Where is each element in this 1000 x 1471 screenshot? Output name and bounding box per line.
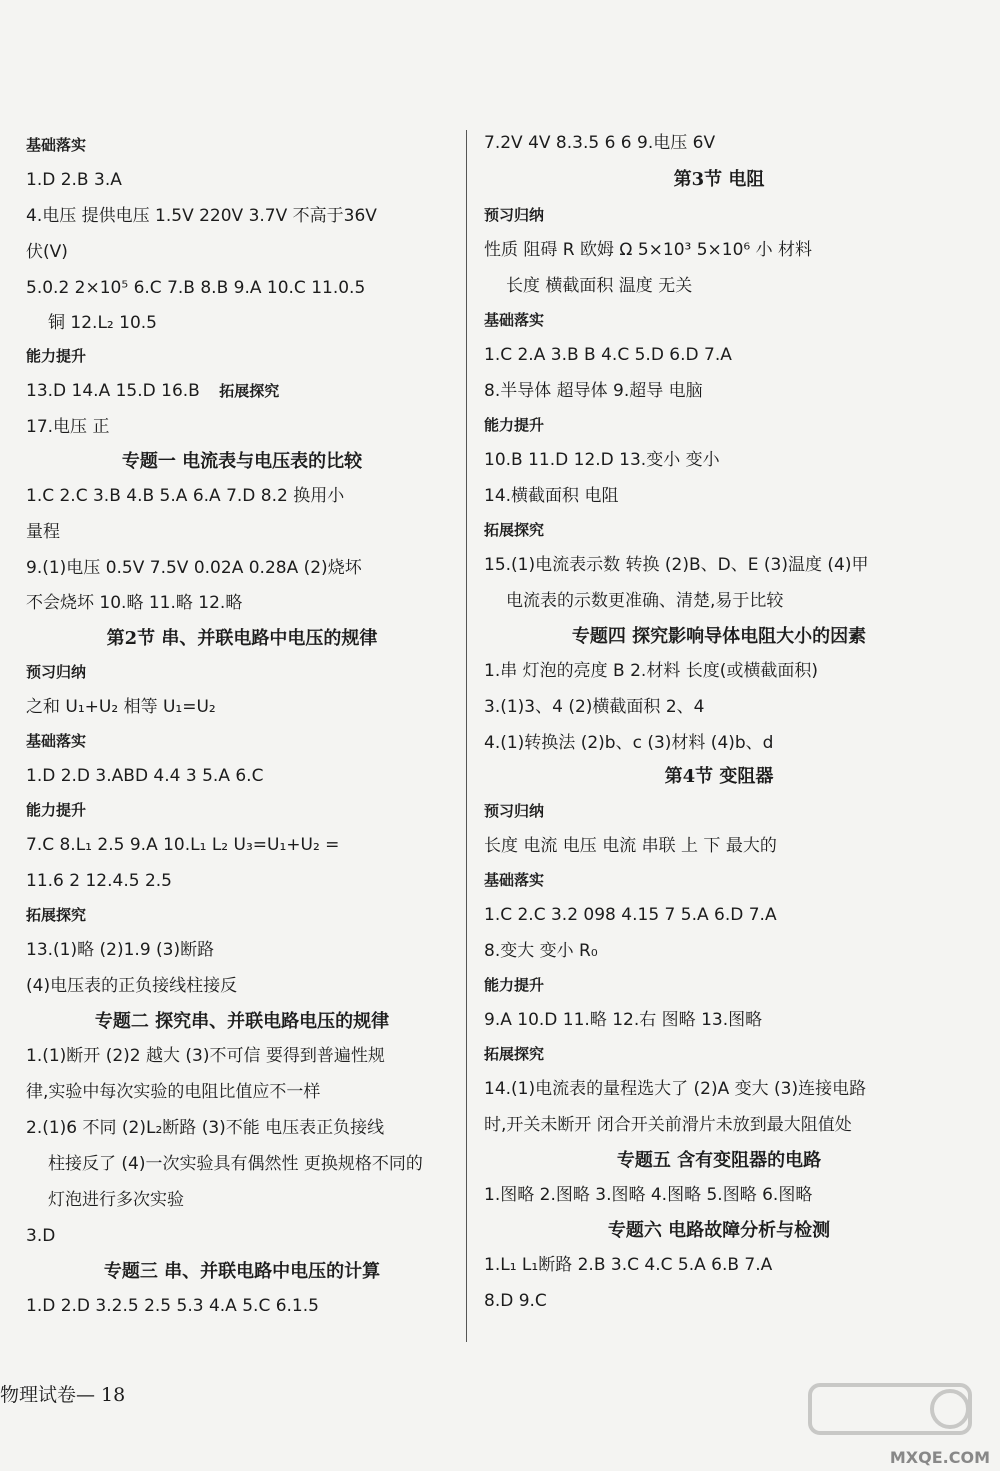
section-title: 第2节 串、并联电路中电压的规律 [106,628,378,649]
left-column [26,132,458,1318]
section-heading: 能力提升 [484,976,545,994]
answer-line: 9.(1)电压 0.5V 7.5V 0.02A 0.28A (2)烧坏 [26,558,362,578]
answer-line: 1.C 2.A 3.B B 4.C 5.D 6.D 7.A [484,345,732,365]
answer-line: 2.(1)6 不同 (2)L₂断路 (3)不能 电压表正负接线 [26,1118,385,1138]
answer-line: 1.C 2.C 3.B 4.B 5.A 6.A 7.D 8.2 换用小 [26,486,345,506]
answer-line: 8.变大 变小 R₀ [484,941,598,961]
section-heading: 预习归纳 [484,206,545,224]
answer-line: 长度 横截面积 温度 无关 [506,276,693,296]
answer-line: 伏(V) [26,242,68,262]
answer-line: 铜 12.L₂ 10.5 [48,313,157,333]
answer-line: 7.C 8.L₁ 2.5 9.A 10.L₁ L₂ U₃=U₁+U₂ = [26,835,340,855]
answer-line: 之和 U₁+U₂ 相等 U₁=U₂ [26,697,216,717]
section-heading: 基础落实 [26,732,87,750]
answer-line: 8.半导体 超导体 9.超导 电脑 [484,381,703,401]
topic-title: 专题五 含有变阻器的电路 [616,1150,822,1171]
section-heading: 预习归纳 [26,663,87,681]
topic-title: 专题二 探究串、并联电路电压的规律 [94,1011,390,1032]
section-heading: 能力提升 [484,416,545,434]
answer-line: 4.(1)转换法 (2)b、c (3)材料 (4)b、d [484,733,774,753]
answer-line: 8.D 9.C [484,1291,547,1311]
answer-line: 1.C 2.C 3.2 098 4.15 7 5.A 6.D 7.A [484,905,777,925]
page-footer: 物理试卷— 18 [0,1384,126,1406]
answer-line: 11.6 2 12.4.5 2.5 [26,871,172,891]
answer-line: 时,开关未断开 闭合开关前滑片未放到最大阻值处 [484,1115,852,1135]
answer-line: 10.B 11.D 12.D 13.变小 变小 [484,450,720,470]
answer-line: 电流表的示数更准确、清楚,易于比较 [506,591,784,611]
answer-line: 3.(1)3、4 (2)横截面积 2、4 [484,697,705,717]
watermark-text: MXQE.COM [889,1448,990,1467]
answer-line: 量程 [26,522,60,542]
right-column [484,132,954,1313]
section-heading: 预习归纳 [484,802,545,820]
answer-text: 13.D 14.A 15.D 16.B [26,381,200,401]
column-divider [466,130,467,1342]
answer-line: (4)电压表的正负接线柱接反 [26,976,238,996]
topic-title: 专题一 电流表与电压表的比较 [121,451,363,472]
answer-line [26,380,458,403]
answer-line: 1.(1)断开 (2)2 越大 (3)不可信 要得到普遍性规 [26,1046,385,1066]
answer-line: 4.电压 提供电压 1.5V 220V 3.7V 不高于36V [26,206,377,226]
section-title: 第3节 电阻 [673,169,765,190]
answer-line: 7.2V 4V 8.3.5 6 6 9.电压 6V [484,133,716,153]
section-heading: 能力提升 [26,801,87,819]
answer-line: 1.D 2.D 3.ABD 4.4 3 5.A 6.C [26,766,264,786]
answer-line: 灯泡进行多次实验 [48,1190,184,1210]
answer-line: 1.L₁ L₁断路 2.B 3.C 4.C 5.A 6.B 7.A [484,1255,773,1275]
answer-line: 9.A 10.D 11.略 12.右 图略 13.图略 [484,1010,763,1030]
answer-line: 13.(1)略 (2)1.9 (3)断路 [26,940,215,960]
section-title: 第4节 变阻器 [664,766,774,787]
answer-line: 14.(1)电流表的量程选大了 (2)A 变大 (3)连接电路 [484,1079,867,1099]
answer-line: 14.横截面积 电阻 [484,486,619,506]
answer-line: 17.电压 正 [26,417,110,437]
section-heading: 能力提升 [26,347,87,365]
answer-line: 3.D [26,1226,56,1246]
topic-title: 专题三 串、并联电路中电压的计算 [103,1261,381,1282]
answer-line: 长度 电流 电压 电流 串联 上 下 最大的 [484,836,777,856]
answer-line: 15.(1)电流表示数 转换 (2)B、D、E (3)温度 (4)甲 [484,555,869,575]
section-heading: 拓展探究 [484,1045,545,1063]
section-heading: 拓展探究 [484,521,545,539]
section-heading: 拓展探究 [26,906,87,924]
section-heading: 基础落实 [484,311,545,329]
topic-title: 专题四 探究影响导体电阻大小的因素 [571,626,867,647]
answer-line: 1.D 2.B 3.A [26,170,122,190]
answer-line: 不会烧坏 10.略 11.略 12.略 [26,593,243,613]
answer-line: 性质 阻碍 R 欧姆 Ω 5×10³ 5×10⁶ 小 材料 [484,240,813,260]
section-heading: 基础落实 [484,871,545,889]
answer-line: 1.D 2.D 3.2.5 2.5 5.3 4.A 5.C 6.1.5 [26,1296,319,1316]
answer-line: 5.0.2 2×10⁵ 6.C 7.B 8.B 9.A 10.C 11.0.5 [26,278,366,298]
section-heading-inline: 拓展探究 [219,382,280,400]
section-heading: 基础落实 [26,136,87,154]
answer-line: 律,实验中每次实验的电阻比值应不一样 [26,1082,321,1102]
answer-line: 柱接反了 (4)一次实验具有偶然性 更换规格不同的 [48,1154,423,1174]
answer-line: 1.图略 2.图略 3.图略 4.图略 5.图略 6.图略 [484,1185,813,1205]
answer-line: 1.串 灯泡的亮度 B 2.材料 长度(或横截面积) [484,661,818,681]
topic-title: 专题六 电路故障分析与检测 [607,1220,831,1241]
